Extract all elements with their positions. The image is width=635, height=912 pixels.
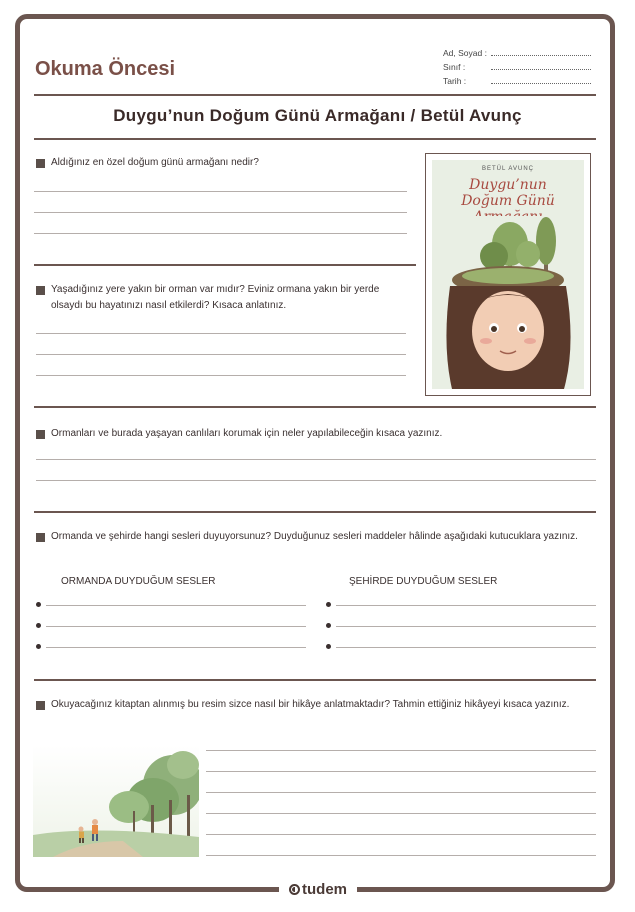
class-field: Sınıf : bbox=[443, 62, 603, 74]
book-cover bbox=[425, 153, 591, 396]
section-divider bbox=[34, 406, 596, 408]
answer-line[interactable] bbox=[206, 813, 596, 814]
question-5: Okuyacağınız kitaptan alınmış bu resim sizce nasıl bir hikâye anlatmaktadır? Tahmin ettiğiniz hikâyeyi kısaca yazınız. bbox=[51, 699, 570, 710]
section-divider bbox=[34, 511, 596, 513]
question-4: Ormanda ve şehirde hangi sesleri duyuyorsunuz? Duyduğunuz sesleri maddeler hâlinde aşağıdaki kutucuklara yazınız. bbox=[51, 531, 578, 542]
question-1: Aldığınız en özel doğum günü armağanı nedir? bbox=[51, 157, 259, 168]
publisher-logo: tudem bbox=[279, 881, 357, 901]
forest-walk-illustration bbox=[33, 745, 199, 857]
answer-line[interactable] bbox=[206, 834, 596, 835]
city-sound-line[interactable] bbox=[336, 605, 596, 606]
question-bullet bbox=[36, 533, 45, 542]
city-sound-line[interactable] bbox=[336, 647, 596, 648]
answer-line[interactable] bbox=[34, 212, 407, 213]
girl-with-trees-illustration bbox=[432, 216, 584, 389]
name-field: Ad, Soyad : bbox=[443, 48, 603, 60]
forest-sounds-heading: ORMANDA DUYDUĞUM SESLER bbox=[61, 576, 216, 587]
cover-title: Duygu’nun Doğum Günü bbox=[461, 177, 555, 209]
question-3: Ormanları ve burada yaşayan canlıları korumak için neler yapılabileceğin kısaca yazınız. bbox=[51, 428, 443, 439]
cover-author: BETÜL AVUNÇ bbox=[481, 166, 534, 172]
book-title: Duygu’nun Doğum Günü Armağanı / Betül Avunç bbox=[113, 106, 522, 125]
answer-line[interactable] bbox=[206, 855, 596, 856]
name-field-line[interactable] bbox=[491, 55, 591, 56]
answer-line[interactable] bbox=[36, 375, 406, 376]
question-bullet bbox=[36, 159, 45, 168]
city-sound-line[interactable] bbox=[336, 626, 596, 627]
class-field-line[interactable] bbox=[491, 69, 591, 70]
list-bullet bbox=[36, 644, 41, 649]
question-2: Yaşadığınız yere yakın bir orman var mıdır? Eviniz ormana yakın bir yerde olsaydı bu hayatınızı nasıl etkilerdi? Kısaca anlatınız. bbox=[51, 284, 380, 311]
question-bullet bbox=[36, 701, 45, 710]
answer-line[interactable] bbox=[36, 480, 596, 481]
answer-line[interactable] bbox=[206, 750, 596, 751]
section-divider bbox=[34, 264, 416, 266]
answer-line[interactable] bbox=[36, 333, 406, 334]
question-bullet bbox=[36, 286, 45, 295]
list-bullet bbox=[36, 623, 41, 628]
forest-sound-line[interactable] bbox=[46, 647, 306, 648]
list-bullet bbox=[326, 602, 331, 607]
answer-line[interactable] bbox=[206, 771, 596, 772]
answer-line[interactable] bbox=[34, 191, 407, 192]
date-field: Tarih : bbox=[443, 76, 603, 88]
list-bullet bbox=[326, 623, 331, 628]
section-divider bbox=[34, 679, 596, 681]
question-bullet bbox=[36, 430, 45, 439]
tudem-logo-icon bbox=[289, 884, 300, 895]
date-field-line[interactable] bbox=[491, 83, 591, 84]
title-divider bbox=[34, 138, 596, 140]
header-divider bbox=[34, 94, 596, 96]
answer-line[interactable] bbox=[36, 459, 596, 460]
answer-line[interactable] bbox=[206, 792, 596, 793]
list-bullet bbox=[36, 602, 41, 607]
list-bullet bbox=[326, 644, 331, 649]
forest-sound-line[interactable] bbox=[46, 626, 306, 627]
forest-sound-line[interactable] bbox=[46, 605, 306, 606]
book-cover-art bbox=[432, 160, 584, 389]
page-title: Okuma Öncesi bbox=[35, 58, 176, 80]
city-sounds-heading: ŞEHİRDE DUYDUĞUM SESLER bbox=[349, 576, 498, 587]
answer-line[interactable] bbox=[36, 354, 406, 355]
answer-line[interactable] bbox=[34, 233, 407, 234]
